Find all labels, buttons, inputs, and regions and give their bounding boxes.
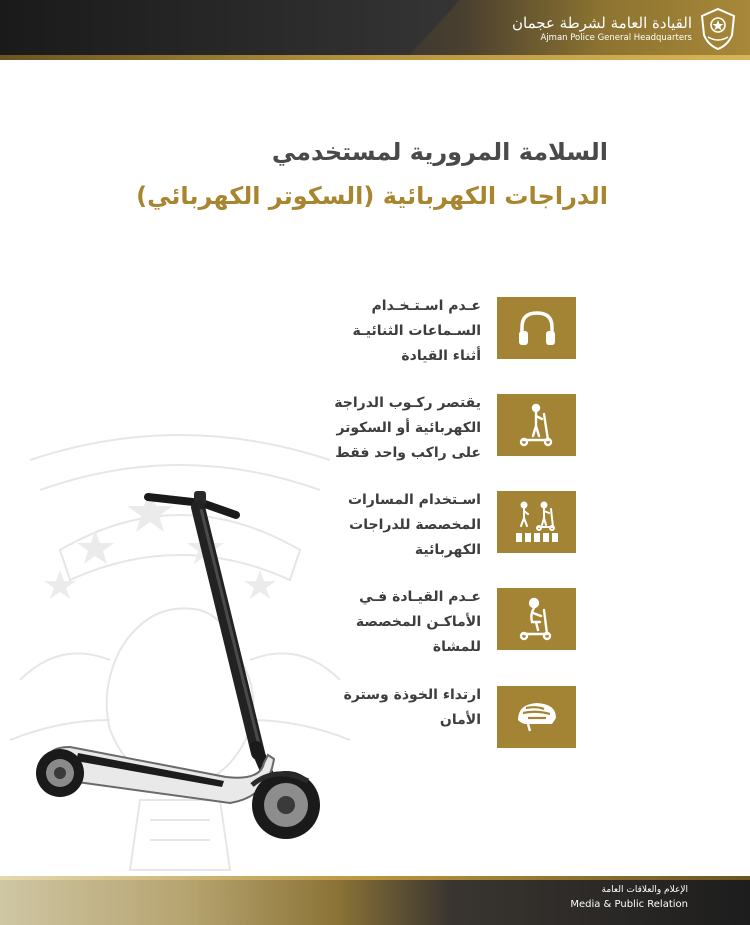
rule-line: اسـتخدام المسارات [347,492,481,508]
page-title-line-1: السلامة المرورية لمستخدمي [271,138,608,166]
hq-logo [512,7,738,51]
rule-text [271,391,481,466]
rule-line: عـدم اسـتـخـدام [371,298,481,314]
helmet-icon [514,694,560,740]
rule-item-single-rider [176,394,576,461]
rule-line: عـدم القيـادة فـي [359,589,481,605]
rule-line: على راكب واحد فقط [335,445,481,461]
page-title-line-2: الدراجات الكهربائية (السكوتر الكهربائي) [136,182,608,210]
rule-line: ارتداء الخوذة وسترة [343,687,481,703]
footer-gold-edge [0,876,750,880]
rule-item-headphones [176,297,576,364]
headphones-icon [514,305,560,351]
rule-icon-box [497,297,576,359]
rule-text [271,294,481,369]
no-pedestrian-area-icon [514,596,560,642]
rule-line: الكهربائية أو السكوتر [336,420,481,436]
hq-text [512,14,692,44]
rule-icon-box [497,588,576,650]
single-rider-scooter-icon [514,402,560,448]
rule-line: الأمان [439,712,481,728]
rule-line: السـماعات الثنائيـة [352,323,481,339]
rule-line: الأماكـن المخصصة [355,614,481,630]
rule-line: للمشاة [432,639,481,655]
org-arabic-name: القيادة العامة لشرطة عجمان [512,14,692,32]
rule-line: المخصصة للدراجات [349,517,481,533]
org-english-name: Ajman Police General Headquarters [540,33,692,43]
header-dark-wedge [0,0,460,60]
rule-icon-box [497,686,576,748]
rule-line: أثناء القيادة [401,348,481,364]
header-gold-edge [0,55,750,60]
rule-line: الكهربائية [414,542,481,558]
rule-icon-box [497,394,576,456]
designated-lane-icon [514,499,560,545]
footer-dept-english: Media & Public Relation [570,899,688,910]
footer-dept-arabic: الإعلام والعلاقات العامة [601,885,688,895]
rule-line: يقتصر ركـوب الدراجة [334,395,481,411]
police-emblem-icon [698,7,738,51]
rule-icon-box [497,491,576,553]
electric-scooter-illustration [30,485,340,845]
footer-department [570,883,688,912]
